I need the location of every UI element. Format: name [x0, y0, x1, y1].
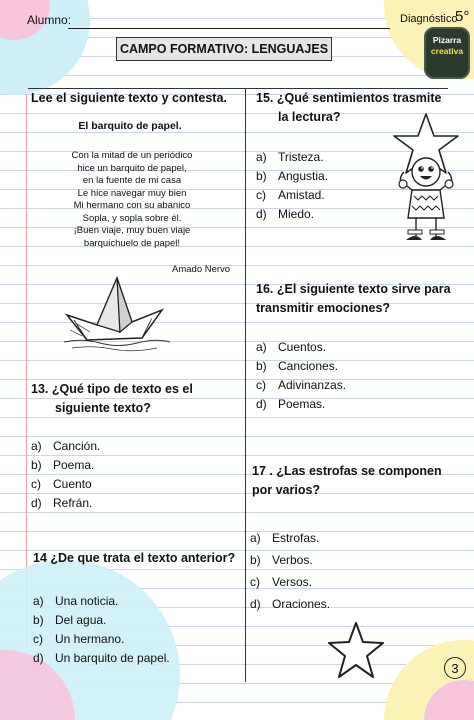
- option-17-c[interactable]: c) Versos.: [250, 575, 313, 589]
- option-15-c[interactable]: c) Amistad.: [256, 188, 325, 202]
- reading-instruction: Lee el siguiente texto y contesta.: [31, 91, 227, 105]
- question-13-options: [31, 437, 100, 513]
- question-16: [256, 280, 451, 318]
- option-14-d[interactable]: d) Un barquito de papel.: [33, 651, 170, 665]
- brand-logo: [424, 27, 470, 79]
- star-child-illustration: [388, 112, 464, 256]
- option-14-b[interactable]: b) Del agua.: [33, 613, 107, 627]
- option-15-b[interactable]: b) Angustia.: [256, 169, 329, 183]
- poem-line: Le hice navegar muy bien: [77, 187, 187, 199]
- option-16-c[interactable]: c) Adivinanzas.: [256, 378, 347, 392]
- option-17-b[interactable]: b) Verbos.: [250, 553, 313, 567]
- question-17-line-2: por varios?: [252, 483, 321, 497]
- question-16-line-2: transmitir emociones?: [256, 301, 391, 315]
- logo-line-2: creativa: [430, 46, 464, 56]
- question-16-line-1: 16. ¿El siguiente texto sirve para: [256, 282, 451, 296]
- option-17-d[interactable]: d) Oraciones.: [250, 597, 331, 611]
- question-15-line-1: 15. ¿Qué sentimientos trasmite: [256, 91, 442, 105]
- question-17-options: [250, 527, 330, 615]
- question-13-line-2: siguiente texto?: [55, 401, 151, 415]
- poem-author: Amado Nervo: [172, 264, 231, 275]
- paper-boat-illustration: [62, 270, 172, 352]
- column-divider: [245, 88, 246, 682]
- poem-line: Sopla, y sopla sobre él.: [82, 212, 182, 224]
- question-14-options: [33, 592, 170, 668]
- option-14-c[interactable]: c) Un hermano.: [33, 632, 125, 646]
- poem-line: Mi hermano con su abanico: [73, 200, 191, 211]
- star-icon: [325, 620, 387, 682]
- option-15-d[interactable]: d) Miedo.: [256, 207, 315, 221]
- student-name-label: Alumno:: [27, 13, 72, 27]
- option-15-a[interactable]: a) Tristeza.: [256, 150, 324, 164]
- option-16-d[interactable]: d) Poemas.: [256, 397, 326, 411]
- option-13-c[interactable]: c) Cuento: [31, 477, 92, 491]
- option-13-a[interactable]: a) Canción.: [31, 439, 101, 453]
- question-17: [252, 462, 442, 500]
- question-17-line-1: 17 . ¿Las estrofas se componen: [252, 464, 442, 478]
- logo-line-1: Pizarra: [432, 35, 462, 45]
- page-number: 3: [444, 657, 466, 679]
- poem-line: hice un barquito de papel,: [77, 162, 187, 174]
- poem-title: El barquito de papel.: [78, 120, 182, 132]
- option-13-b[interactable]: b) Poema.: [31, 458, 95, 472]
- option-13-d[interactable]: d) Refrán.: [31, 496, 93, 510]
- poem-line: ¡Buen viaje, muy buen viaje: [73, 225, 191, 236]
- student-name-line[interactable]: [68, 28, 390, 29]
- question-13: [31, 380, 193, 418]
- poem-line: en la fuente de mi casa: [82, 175, 182, 186]
- page-title: CAMPO FORMATIVO: LENGUAJES: [116, 37, 332, 61]
- poem-line: barquichuelo de papel!: [83, 237, 181, 249]
- question-14: 14 ¿De que trata el texto anterior?: [33, 551, 236, 565]
- grade-label: 5°: [455, 8, 470, 25]
- option-17-a[interactable]: a) Estrofas.: [250, 531, 320, 545]
- question-16-options: [256, 338, 346, 414]
- option-16-b[interactable]: b) Canciones.: [256, 359, 339, 373]
- option-14-a[interactable]: a) Una noticia.: [33, 594, 119, 608]
- option-16-a[interactable]: a) Cuentos.: [256, 340, 327, 354]
- poem-line: Con la mitad de un periódico: [71, 150, 193, 161]
- diagnostic-label: Diagnóstico: [400, 13, 458, 25]
- question-15-line-2: la lectura?: [278, 110, 341, 124]
- poem-text: [48, 150, 216, 250]
- question-15-options: [256, 148, 328, 224]
- question-13-line-1: 13. ¿Qué tipo de texto es el: [31, 382, 193, 396]
